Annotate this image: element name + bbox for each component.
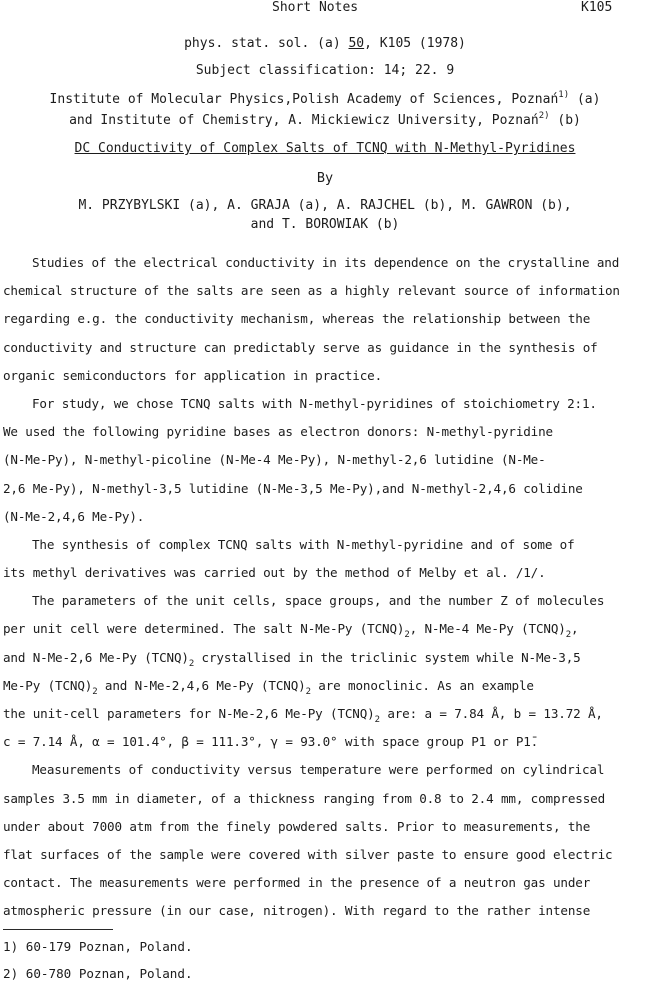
body-line: We used the following pyridine bases as electron donors: N-methyl-pyridine <box>3 424 553 440</box>
affiliation-line-1 <box>0 92 650 107</box>
text-segment: per unit cell were determined. The salt N-Me-Py (TCNQ) <box>3 621 405 637</box>
text-segment: the unit-cell parameters for N-Me-2,6 Me-Py (TCNQ) <box>3 706 375 721</box>
subscript: 2 <box>188 658 195 669</box>
text-segment: and N-Me-2,6 Me-Py (TCNQ) <box>3 649 189 665</box>
footnote-1: 1) 60-179 Poznan, Poland. <box>3 939 193 954</box>
text-segment: Me-Py (TCNQ) <box>3 677 93 693</box>
body-line: Measurements of conductivity versus temperature were performed on cylindrical <box>32 762 605 778</box>
body-line: samples 3.5 mm in diameter, of a thickness ranging from 0.8 to 2.4 mm, compressed <box>3 790 605 806</box>
page-code: K105 <box>581 0 613 15</box>
citation-line <box>0 36 650 51</box>
running-header: Short Notes <box>272 0 359 15</box>
body-line: organic semiconductors for application in practice. <box>3 367 383 383</box>
paper-title: DC Conductivity of Complex Salts of TCNQ with N-Methyl-Pyridines <box>74 141 576 156</box>
journal-volume: 50 <box>348 36 365 51</box>
journal-pages-year: , K105 (1978) <box>364 36 466 51</box>
affiliation-footnote-1: 1) <box>558 90 570 100</box>
authors-line-2: and T. BOROWIAK (b) <box>250 217 400 232</box>
body-line: chemical structure of the salts are seen as a highly relevant source of information <box>3 283 620 299</box>
body-line: conductivity and structure can predictably serve as guidance in the synthesis of <box>3 339 598 355</box>
body-line: The synthesis of complex TCNQ salts with N-methyl-pyridine and of some of <box>32 536 575 552</box>
subscript: 2 <box>305 686 311 697</box>
body-line: regarding e.g. the conductivity mechanism, whereas the relationship between the <box>3 311 591 327</box>
authors-line-1: M. PRZYBYLSKI (a), A. GRAJA (a), A. RAJCHEL (b), M. GAWRON (b), <box>78 198 572 213</box>
text-segment: , N-Me-4 Me-Py (TCNQ) <box>409 621 566 637</box>
body-line <box>3 672 647 700</box>
subscript: 2 <box>374 715 380 725</box>
body-line <box>3 644 647 672</box>
footnote-2: 2) 60-780 Poznan, Poland. <box>3 966 193 981</box>
body-line: (N-Me-2,4,6 Me-Py). <box>3 508 145 524</box>
body-line <box>3 615 647 643</box>
body-line <box>3 700 647 728</box>
journal-name: phys. stat. sol. (a) <box>184 36 341 51</box>
affiliation-text-1: Institute of Molecular Physics,Polish Academy of Sciences, Poznań <box>49 92 559 107</box>
affiliation-text-2: and Institute of Chemistry, A. Mickiewicz University, Poznań <box>69 113 539 128</box>
affiliation-footnote-2: 2) <box>538 111 550 121</box>
body-line: under about 7000 atm from the finely powdered salts. Prior to measurements, the <box>3 818 591 834</box>
body-line: flat surfaces of the sample were covered with silver paste to ensure good electric <box>3 846 613 862</box>
footnote-divider <box>3 929 113 930</box>
by-line: By <box>316 170 334 186</box>
body-line: Studies of the electrical conductivity in its dependence on the crystalline and <box>32 255 620 270</box>
affiliation-line-2 <box>0 113 650 128</box>
body-line: contact. The measurements were performed in the presence of a neutron gas under <box>3 875 591 891</box>
text-segment: crystallised in the triclinic system while N-Me-3,5 <box>194 649 581 665</box>
body-line: its methyl derivatives was carried out by the method of Melby et al. /1/. <box>3 565 546 581</box>
text-segment: are: a = 7.84 Å, b = 13.72 Å, <box>379 706 603 721</box>
subscript: 2 <box>92 686 98 697</box>
body-line: c = 7.14 Å, α = 101.4°, β = 111.3°, γ = 93.0° with space group P1 or P1̄. <box>3 734 539 750</box>
subject-classification: Subject classification: 14; 22. 9 <box>195 63 455 78</box>
subscript: 2 <box>565 630 571 641</box>
body-text <box>3 249 647 926</box>
affiliation-tag-a: (a) <box>576 92 601 107</box>
body-line: For study, we chose TCNQ salts with N-methyl-pyridines of stoichiometry 2:1. <box>32 395 597 411</box>
affiliation-tag-b: (b) <box>557 113 581 128</box>
body-line: atmospheric pressure (in our case, nitrogen). With regard to the rather intense <box>3 903 591 919</box>
text-segment: are monoclinic. As an example <box>310 677 534 693</box>
body-line: 2,6 Me-Py), N-methyl-3,5 lutidine (N-Me-3,5 Me-Py),and N-methyl-2,4,6 colidine <box>3 480 583 496</box>
body-line: The parameters of the unit cells, space groups, and the number Z of molecules <box>32 593 605 609</box>
body-line: (N-Me-Py), N-methyl-picoline (N-Me-4 Me-Py), N-methyl-2,6 lutidine (N-Me- <box>3 452 546 468</box>
text-segment: and N-Me-2,4,6 Me-Py (TCNQ) <box>97 677 306 693</box>
text-segment: , <box>570 621 579 637</box>
subscript: 2 <box>404 630 410 641</box>
